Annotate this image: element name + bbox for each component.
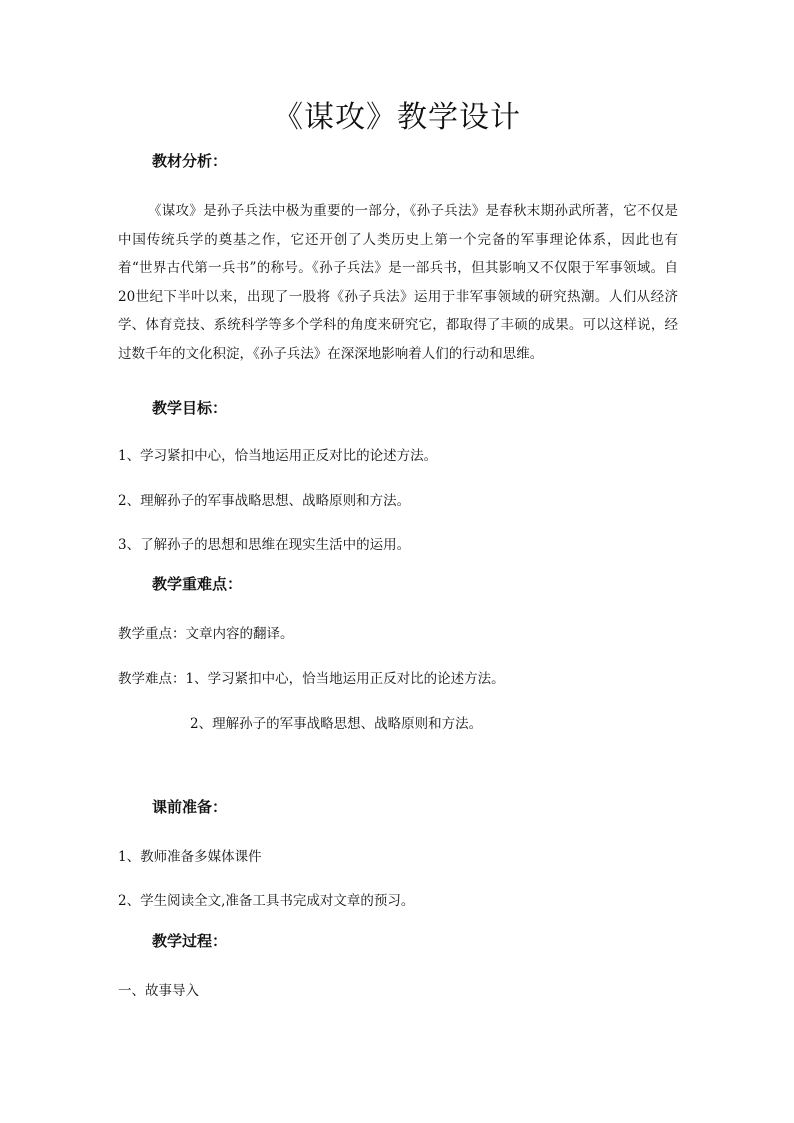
key-difficulty-line-1: 教学难点：1、学习紧扣中心，恰当地运用正反对比的论述方法。 bbox=[118, 671, 505, 687]
preparation-item-2: 2、学生阅读全文,准备工具书完成对文章的预习。 bbox=[118, 893, 415, 909]
preparation-item-1: 1、教师准备多媒体课件 bbox=[118, 849, 262, 865]
analysis-paragraph: 《谋攻》是孙子兵法中极为重要的一部分，《孙子兵法》是春秋末期孙武所著，它不仅是中国传统兵学的奠基之作，它还开创了人类历史上第一个完备的军事理论体系，因此也有着“世界古代第一兵书”的称号。《孙子兵法》是一部兵书，但其影响又不仅限于军事领域。自20世纪下半叶以来，出现了一股将《孙子兵法》运用于非军事领域的研究热潮。人们从经济学、体育竞技、系统科学等多个学科的角度来研究它，都取得了丰硕的成果。可以这样说，经过数千年的文化积淀，《孙子兵法》在深深地影响着人们的行动和思维。 bbox=[118, 203, 678, 362]
heading-process: 教学过程： bbox=[152, 932, 228, 950]
document-title: 《谋攻》教学设计 bbox=[273, 100, 521, 135]
goal-item-3: 3、了解孙子的思想和思维在现实生活中的运用。 bbox=[118, 537, 411, 553]
goal-item-2: 2、理解孙子的军事战略思想、战略原则和方法。 bbox=[118, 493, 411, 509]
process-step-1: 一、故事导入 bbox=[118, 983, 199, 999]
heading-goals: 教学目标： bbox=[152, 399, 228, 417]
goal-item-1: 1、学习紧扣中心，恰当地运用正反对比的论述方法。 bbox=[118, 448, 438, 464]
heading-preparation: 课前准备： bbox=[152, 798, 228, 816]
heading-key-points: 教学重难点： bbox=[152, 575, 243, 593]
key-focus-line: 教学重点：文章内容的翻译。 bbox=[118, 626, 294, 642]
heading-analysis: 教材分析： bbox=[152, 152, 228, 170]
key-difficulty-line-2: 2、理解孙子的军事战略思想、战略原则和方法。 bbox=[190, 716, 483, 732]
